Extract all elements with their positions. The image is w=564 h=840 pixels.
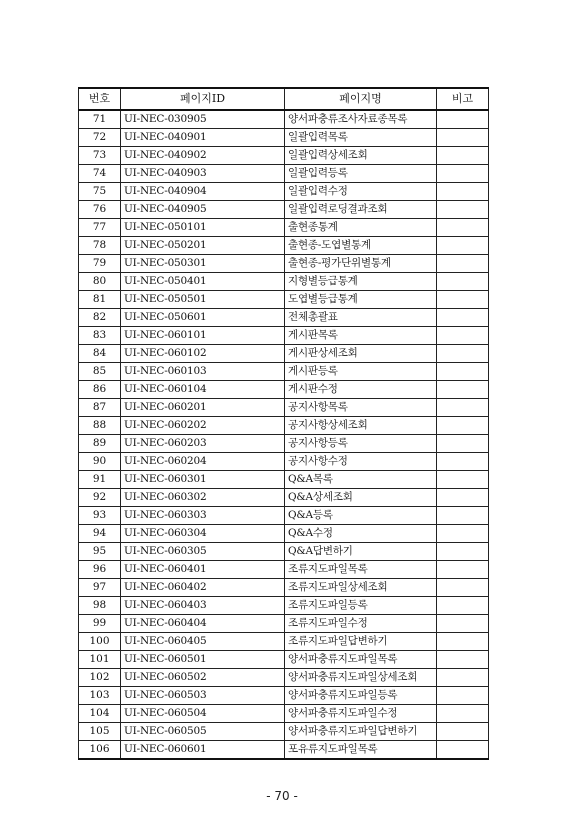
row-page-name: 출현종통계: [285, 219, 437, 237]
row-note: [437, 615, 489, 633]
table-row: [79, 687, 489, 705]
row-page-name: 게시판수정: [285, 381, 437, 399]
row-number: 97: [79, 579, 121, 597]
table-row: [79, 147, 489, 165]
row-note: [437, 471, 489, 489]
row-page-name: 양서파충류지도파일수정: [285, 705, 437, 723]
row-note: [437, 183, 489, 201]
row-page-id: UI-NEC-060201: [121, 399, 285, 417]
table-row: [79, 723, 489, 741]
row-page-name: 일괄입력상세조회: [285, 147, 437, 165]
row-page-id: UI-NEC-060601: [121, 741, 285, 760]
row-note: [437, 201, 489, 219]
row-page-id: UI-NEC-040905: [121, 201, 285, 219]
row-note: [437, 399, 489, 417]
row-note: [437, 363, 489, 381]
table-row: [79, 561, 489, 579]
table-header: [79, 88, 489, 110]
row-page-id: UI-NEC-060403: [121, 597, 285, 615]
table-row: [79, 237, 489, 255]
table-row: [79, 363, 489, 381]
header-page-name: 페이지명: [285, 88, 437, 110]
table-row: [79, 543, 489, 561]
row-number: 75: [79, 183, 121, 201]
row-number: 94: [79, 525, 121, 543]
row-note: [437, 110, 489, 129]
row-number: 80: [79, 273, 121, 291]
row-page-name: 양서파충류조사자료종목록: [285, 110, 437, 129]
table-row: [79, 507, 489, 525]
row-number: 79: [79, 255, 121, 273]
row-number: 72: [79, 129, 121, 147]
row-page-id: UI-NEC-050201: [121, 237, 285, 255]
row-page-name: 전체총괄표: [285, 309, 437, 327]
row-page-id: UI-NEC-060104: [121, 381, 285, 399]
table-row: [79, 471, 489, 489]
row-page-name: 조류지도파일목록: [285, 561, 437, 579]
row-page-id: UI-NEC-040904: [121, 183, 285, 201]
row-note: [437, 327, 489, 345]
table-row: [79, 417, 489, 435]
page-number: - 70 -: [266, 789, 298, 803]
row-note: [437, 219, 489, 237]
table-row: [79, 579, 489, 597]
row-number: 93: [79, 507, 121, 525]
row-number: 92: [79, 489, 121, 507]
table-row: [79, 255, 489, 273]
header-number: 번호: [79, 88, 121, 110]
row-note: [437, 453, 489, 471]
row-page-name: 일괄입력목록: [285, 129, 437, 147]
table-row: [79, 327, 489, 345]
row-note: [437, 741, 489, 760]
row-note: [437, 579, 489, 597]
row-page-name: 양서파충류지도파일상세조회: [285, 669, 437, 687]
table-row: [79, 165, 489, 183]
row-note: [437, 705, 489, 723]
row-number: 78: [79, 237, 121, 255]
row-note: [437, 255, 489, 273]
row-note: [437, 543, 489, 561]
row-number: 96: [79, 561, 121, 579]
row-note: [437, 165, 489, 183]
page-list-table: [78, 87, 489, 760]
row-page-id: UI-NEC-060204: [121, 453, 285, 471]
row-page-id: UI-NEC-060103: [121, 363, 285, 381]
row-page-name: 양서파충류지도파일답변하기: [285, 723, 437, 741]
table-row: [79, 615, 489, 633]
header-note: 비고: [437, 88, 489, 110]
row-page-name: 조류지도파일상세조회: [285, 579, 437, 597]
table-row: [79, 309, 489, 327]
row-page-name: 공지사항상세조회: [285, 417, 437, 435]
row-page-id: UI-NEC-050601: [121, 309, 285, 327]
table-row: [79, 291, 489, 309]
row-page-name: 조류지도파일답변하기: [285, 633, 437, 651]
row-number: 73: [79, 147, 121, 165]
row-number: 90: [79, 453, 121, 471]
row-page-name: 포유류지도파일목록: [285, 741, 437, 760]
row-page-id: UI-NEC-040903: [121, 165, 285, 183]
row-page-name: 출현종-도엽별통계: [285, 237, 437, 255]
row-page-id: UI-NEC-060301: [121, 471, 285, 489]
row-page-name: 공지사항목록: [285, 399, 437, 417]
row-page-name: 게시판상세조회: [285, 345, 437, 363]
row-number: 101: [79, 651, 121, 669]
row-note: [437, 507, 489, 525]
row-note: [437, 651, 489, 669]
table-row: [79, 705, 489, 723]
row-number: 76: [79, 201, 121, 219]
row-number: 89: [79, 435, 121, 453]
row-page-name: Q&A수정: [285, 525, 437, 543]
row-page-id: UI-NEC-060402: [121, 579, 285, 597]
table-row: [79, 597, 489, 615]
row-page-name: Q&A답변하기: [285, 543, 437, 561]
table-row: [79, 435, 489, 453]
row-page-name: 조류지도파일수정: [285, 615, 437, 633]
row-page-id: UI-NEC-030905: [121, 110, 285, 129]
table-row: [79, 110, 489, 129]
row-page-id: UI-NEC-050301: [121, 255, 285, 273]
row-page-id: UI-NEC-060101: [121, 327, 285, 345]
table-row: [79, 345, 489, 363]
row-number: 74: [79, 165, 121, 183]
table-row: [79, 183, 489, 201]
row-note: [437, 597, 489, 615]
row-page-name: 일괄입력수정: [285, 183, 437, 201]
row-number: 102: [79, 669, 121, 687]
row-page-id: UI-NEC-060504: [121, 705, 285, 723]
row-note: [437, 489, 489, 507]
row-note: [437, 561, 489, 579]
row-note: [437, 237, 489, 255]
row-note: [437, 291, 489, 309]
row-number: 95: [79, 543, 121, 561]
row-note: [437, 381, 489, 399]
table-row: [79, 669, 489, 687]
row-note: [437, 687, 489, 705]
table-row: [79, 741, 489, 760]
table-row: [79, 219, 489, 237]
row-number: 105: [79, 723, 121, 741]
row-note: [437, 669, 489, 687]
row-page-name: Q&A목록: [285, 471, 437, 489]
row-page-id: UI-NEC-060303: [121, 507, 285, 525]
row-page-id: UI-NEC-050401: [121, 273, 285, 291]
row-number: 71: [79, 110, 121, 129]
row-note: [437, 273, 489, 291]
row-number: 103: [79, 687, 121, 705]
table-body: [79, 110, 489, 759]
row-number: 91: [79, 471, 121, 489]
table-row: [79, 633, 489, 651]
row-page-name: 지형별등급통계: [285, 273, 437, 291]
row-page-name: 일괄입력등록: [285, 165, 437, 183]
row-note: [437, 345, 489, 363]
row-page-name: 게시판등록: [285, 363, 437, 381]
row-note: [437, 723, 489, 741]
row-page-name: 양서파충류지도파일등록: [285, 687, 437, 705]
row-number: 106: [79, 741, 121, 760]
row-note: [437, 417, 489, 435]
row-page-id: UI-NEC-040902: [121, 147, 285, 165]
table-row: [79, 453, 489, 471]
row-note: [437, 525, 489, 543]
row-page-name: 공지사항수정: [285, 453, 437, 471]
row-note: [437, 147, 489, 165]
row-page-id: UI-NEC-060304: [121, 525, 285, 543]
header-page-id: 페이지ID: [121, 88, 285, 110]
row-page-id: UI-NEC-040901: [121, 129, 285, 147]
table-row: [79, 525, 489, 543]
row-number: 88: [79, 417, 121, 435]
row-page-id: UI-NEC-060502: [121, 669, 285, 687]
row-number: 82: [79, 309, 121, 327]
row-page-name: Q&A등록: [285, 507, 437, 525]
row-page-id: UI-NEC-060302: [121, 489, 285, 507]
row-page-name: 출현종-평가단위별통계: [285, 255, 437, 273]
table-row: [79, 201, 489, 219]
row-number: 86: [79, 381, 121, 399]
row-page-id: UI-NEC-050501: [121, 291, 285, 309]
row-number: 100: [79, 633, 121, 651]
row-note: [437, 309, 489, 327]
row-page-id: UI-NEC-060505: [121, 723, 285, 741]
row-number: 84: [79, 345, 121, 363]
row-number: 83: [79, 327, 121, 345]
row-page-name: Q&A상세조회: [285, 489, 437, 507]
row-note: [437, 435, 489, 453]
table-row: [79, 273, 489, 291]
row-page-id: UI-NEC-060401: [121, 561, 285, 579]
row-page-name: 게시판목록: [285, 327, 437, 345]
row-number: 104: [79, 705, 121, 723]
row-page-id: UI-NEC-060405: [121, 633, 285, 651]
row-number: 85: [79, 363, 121, 381]
row-page-id: UI-NEC-050101: [121, 219, 285, 237]
row-page-name: 도엽별등급통계: [285, 291, 437, 309]
row-number: 81: [79, 291, 121, 309]
table-row: [79, 129, 489, 147]
row-page-id: UI-NEC-060203: [121, 435, 285, 453]
table-row: [79, 651, 489, 669]
row-note: [437, 129, 489, 147]
table-row: [79, 489, 489, 507]
row-page-id: UI-NEC-060503: [121, 687, 285, 705]
row-number: 77: [79, 219, 121, 237]
row-page-id: UI-NEC-060404: [121, 615, 285, 633]
row-number: 87: [79, 399, 121, 417]
row-page-name: 조류지도파일등록: [285, 597, 437, 615]
table-row: [79, 399, 489, 417]
row-page-id: UI-NEC-060102: [121, 345, 285, 363]
table-row: [79, 381, 489, 399]
row-page-id: UI-NEC-060202: [121, 417, 285, 435]
row-page-name: 양서파충류지도파일목록: [285, 651, 437, 669]
row-number: 98: [79, 597, 121, 615]
row-number: 99: [79, 615, 121, 633]
row-note: [437, 633, 489, 651]
row-page-id: UI-NEC-060305: [121, 543, 285, 561]
header-row: [79, 88, 489, 110]
row-page-name: 일괄입력로딩결과조회: [285, 201, 437, 219]
row-page-id: UI-NEC-060501: [121, 651, 285, 669]
row-page-name: 공지사항등록: [285, 435, 437, 453]
